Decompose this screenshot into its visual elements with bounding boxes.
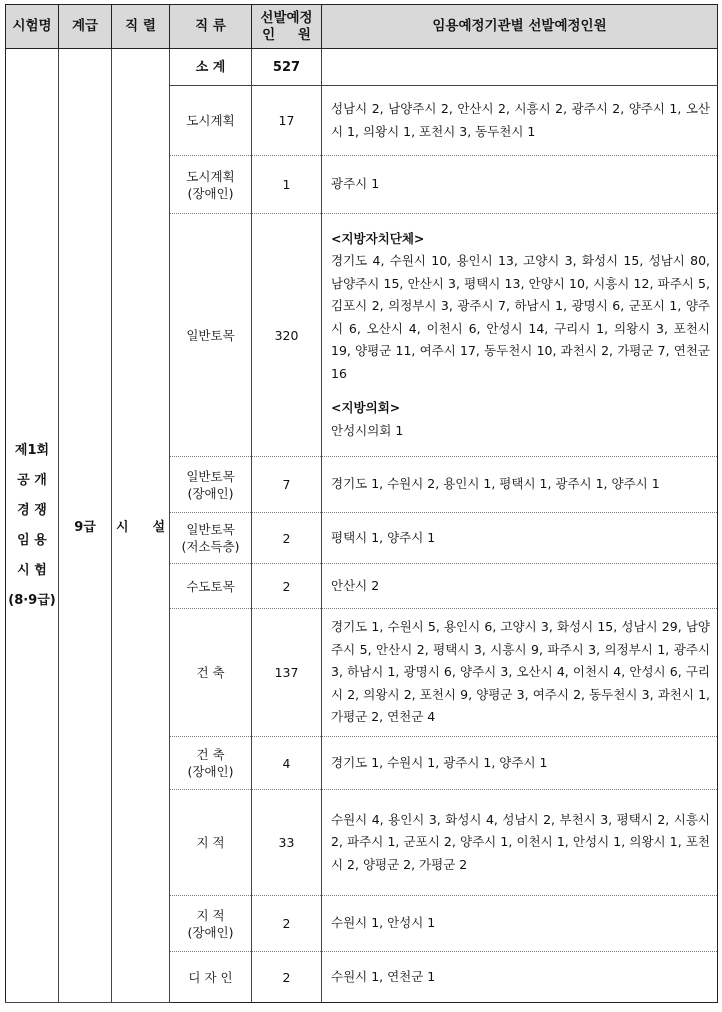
category-cell: 일반토목 — [170, 214, 252, 457]
header-rank: 직 렬 — [112, 5, 170, 49]
count-cell: 320 — [252, 214, 322, 457]
count-cell: 2 — [252, 896, 322, 952]
institutions-cell — [322, 214, 718, 457]
institutions-cell: 경기도 1, 수원시 5, 용인시 6, 고양시 3, 화성시 15, 성남시 29, 남양주시 5, 안산시 2, 평택시 3, 시흥시 9, 파주시 3, 의정부시 1, 광주시 3, 하남시 1, 광명시 6, 양주시 3, 오산시 4, 이천시 4, 안성시 6, 구리시 2, 의왕시 2, 포천시 9, 양평군 3, 여주시 2, 동두천시 3, 과천시 1, 가평군 2, 연천군 4 — [322, 609, 718, 737]
subtotal-row — [6, 49, 718, 86]
category-note: (저소득층) — [181, 539, 240, 554]
header-category: 직 류 — [170, 5, 252, 49]
exam-line: 공 개 — [17, 472, 47, 488]
subtotal-count: 527 — [252, 49, 322, 86]
category-name: 일반토목 — [186, 522, 235, 537]
count-cell: 4 — [252, 737, 322, 790]
category-cell: 디 자 인 — [170, 952, 252, 1003]
exam-name-cell — [6, 49, 59, 1003]
category-cell — [170, 457, 252, 513]
header-exam: 시험명 — [6, 5, 59, 49]
count-cell: 2 — [252, 952, 322, 1003]
category-cell — [170, 737, 252, 790]
header-institutions: 임용예정기관별 선발예정인원 — [322, 5, 718, 49]
rank-char: 시 — [116, 520, 129, 535]
institutions-cell: 수원시 4, 용인시 3, 화성시 4, 성남시 2, 부천시 3, 평택시 2, 시흥시 2, 파주시 1, 군포시 2, 양주시 1, 이천시 1, 안성시 1, 의왕시 1, 포천시 2, 양평군 2, 가평군 2 — [322, 790, 718, 896]
local-council-list: 안성시의회 1 — [331, 422, 404, 438]
institutions-cell: 수원시 1, 연천군 1 — [322, 952, 718, 1003]
institutions-cell: 안산시 2 — [322, 564, 718, 609]
count-cell: 137 — [252, 609, 322, 737]
institutions-cell: 광주시 1 — [322, 156, 718, 214]
category-name: 일반토목 — [186, 468, 235, 484]
local-government-list: 경기도 4, 수원시 10, 용인시 13, 고양시 3, 화성시 15, 성남시 80, 남양주시 15, 안산시 3, 평택시 13, 안양시 10, 시흥시 12, 파주시 5, 김포시 2, 의정부시 3, 광주시 7, 하남시 1, 광명시 6, 군포시 1, 양주시 6, 오산시 4, 이천시 6, 안성시 14, 구리시 1, 의왕시 3, 포천시 19, 양평군 11, 여주시 17, 동두천시 10, 과천시 2, 가평군 7, 연천군 16 — [331, 253, 710, 381]
institutions-cell: 평택시 1, 양주시 1 — [322, 513, 718, 564]
category-cell — [170, 513, 252, 564]
count-cell: 2 — [252, 564, 322, 609]
category-cell: 수도토목 — [170, 564, 252, 609]
category-cell — [170, 896, 252, 952]
institutions-cell: 성남시 2, 남양주시 2, 안산시 2, 시흥시 2, 광주시 2, 양주시 1, 오산시 1, 의왕시 1, 포천시 3, 동두천시 1 — [322, 86, 718, 156]
subtotal-institutions — [322, 49, 718, 86]
category-name: 지 적 — [196, 907, 225, 923]
category-name: 건 축 — [196, 747, 225, 762]
header-count — [252, 5, 322, 49]
exam-line: 임 용 — [17, 532, 47, 548]
count-cell: 7 — [252, 457, 322, 513]
rank-char: 설 — [152, 520, 165, 535]
local-council-title: <지방의회> — [331, 400, 401, 416]
exam-line: 제1회 — [14, 442, 50, 458]
count-cell: 2 — [252, 513, 322, 564]
institutions-cell: 경기도 1, 수원시 1, 광주시 1, 양주시 1 — [322, 737, 718, 790]
count-cell: 17 — [252, 86, 322, 156]
category-name: 도시계획 — [186, 168, 235, 184]
rank-cell — [112, 49, 170, 1003]
category-cell: 건 축 — [170, 609, 252, 737]
grade-cell: 9급 — [59, 49, 112, 1003]
exam-line: 시 험 — [17, 562, 47, 578]
institutions-cell: 경기도 1, 수원시 2, 용인시 1, 평택시 1, 광주시 1, 양주시 1 — [322, 457, 718, 513]
header-grade: 계급 — [59, 5, 112, 49]
category-note: (장애인) — [187, 764, 234, 779]
count-cell: 33 — [252, 790, 322, 896]
header-count-line2: 인 원 — [262, 26, 311, 43]
subtotal-label: 소 계 — [170, 49, 252, 86]
category-note: (장애인) — [187, 485, 234, 501]
category-note: (장애인) — [187, 185, 234, 201]
institutions-cell: 수원시 1, 안성시 1 — [322, 896, 718, 952]
header-row — [6, 5, 718, 49]
category-cell: 도시계획 — [170, 86, 252, 156]
recruitment-table — [5, 4, 718, 1003]
header-count-line1: 선발예정 — [260, 9, 313, 26]
count-cell: 1 — [252, 156, 322, 214]
local-government-title: <지방자치단체> — [331, 230, 425, 246]
exam-line: (8·9급) — [8, 592, 56, 608]
exam-line: 경 쟁 — [17, 502, 47, 518]
category-note: (장애인) — [187, 924, 234, 940]
category-cell — [170, 156, 252, 214]
category-cell: 지 적 — [170, 790, 252, 896]
